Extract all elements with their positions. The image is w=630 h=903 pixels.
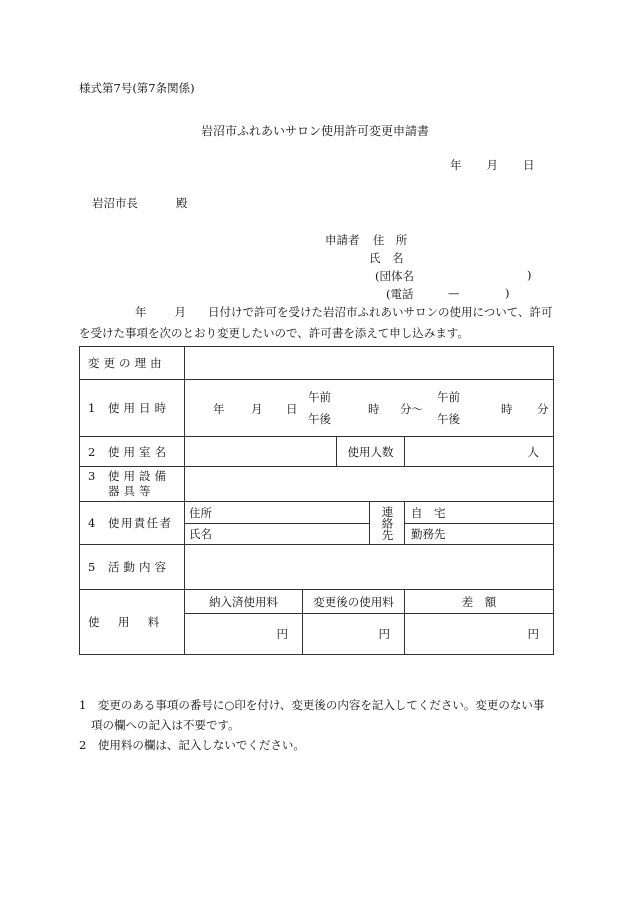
row-room [80,437,554,467]
fee-paid-field[interactable] [185,614,303,655]
addressee [92,195,188,211]
applicant-group-line [375,268,414,284]
honorific: 殿 [176,196,188,210]
room-num: 2 [88,444,96,459]
fee-paid-label: 納入済使用料 [185,590,303,614]
contact-label: 連絡先 [370,502,405,545]
phone-close: ) [505,286,510,300]
note-1-text: 変更のある事項の番号に○印を付け、変更後の内容を記入してください。変更のない事 [97,698,545,712]
note-1 [79,695,553,715]
activity-field[interactable] [185,545,554,590]
date-time-num: 1 [88,401,96,415]
dt-month: 月 [251,402,263,416]
fee-after-label: 変更後の使用料 [303,590,405,614]
note-1-continued: 項の欄への記入は不要です。 [91,718,240,732]
dt-minute-from: 分〜 [400,402,423,416]
phone-label: (電話 [386,287,414,301]
date-month-label: 月 [486,158,498,172]
responsible-address[interactable] [185,502,370,524]
dt-hour-2: 時 [501,402,513,416]
fee-label: 使用料 [88,615,178,629]
row-activity [80,545,554,590]
intro-year: 年 [135,305,147,319]
dt-am-2: 午前 [437,390,460,404]
phone-dash: — [448,286,460,300]
note-2-num: 2 [79,738,87,752]
applicant-label: 申請者 [325,233,360,247]
yen-2: 円 [378,627,390,641]
work-phone[interactable] [405,524,554,545]
activity-num: 5 [88,560,96,574]
people-field[interactable] [405,437,554,467]
fee-label-cell [80,590,185,655]
fee-diff-field[interactable] [405,614,554,655]
applicant-address-label: 住 所 [372,233,408,247]
row-date-time [80,380,554,437]
date-time-text: 使用日時 [108,401,171,415]
applicant-name-label: 氏 名 [369,251,404,265]
responsible-name[interactable] [185,524,370,545]
activity-text: 活動内容 [108,560,171,574]
document-title: 岩沼市ふれあいサロン使用許可変更申請書 [200,124,429,138]
home-label: 自 宅 [411,505,446,520]
room-text: 使用室名 [108,444,171,459]
dt-hour-1: 時 [368,402,380,416]
equipment-text-2: 器具等 [108,484,155,498]
note-1-num: 1 [79,698,87,712]
dt-pm-2: 午後 [437,412,460,426]
dt-year: 年 [213,402,225,416]
responsible-name-label: 氏名 [189,527,212,541]
home-phone[interactable] [405,502,554,524]
note-2 [79,735,553,755]
addressee-name: 岩沼市長 [92,196,138,210]
applicant-address-line [325,232,407,248]
date-year-label: 年 [450,158,462,172]
activity-label [80,545,185,590]
intro-paragraph [79,302,553,344]
row-equipment [80,467,554,502]
people-unit: 人 [527,444,540,459]
equipment-field[interactable] [185,467,554,502]
group-label: (団体名 [375,269,414,283]
equipment-text-1: 使用設備 [108,469,171,483]
row-responsible-1 [80,502,554,524]
reason-field[interactable] [185,347,554,380]
date-time-label [80,380,185,437]
notes [79,695,553,755]
dt-am-1: 午前 [308,390,331,404]
equipment-num: 3 [88,469,96,483]
date-time-field[interactable] [185,380,554,437]
change-application-table [79,346,554,655]
equipment-label [80,467,185,502]
dt-day: 日 [286,402,298,416]
group-close: ) [527,268,532,282]
responsible-label [80,502,185,545]
responsible-text: 使用責任者 [108,516,173,530]
intro-text: 日付けで許可を受けた岩沼市ふれあいサロンの使用について、許可を受けた事項を次のとおり変更したいので、許可書を添えて申し込みます。 [79,305,553,340]
work-label: 勤務先 [411,527,446,541]
dt-minute: 分 [537,402,549,416]
responsible-address-label: 住所 [189,505,212,520]
note-2-text: 使用料の欄は、記入しないでください。 [97,738,305,752]
reason-label: 変更の理由 [80,347,185,380]
date-line [450,157,535,173]
fee-diff-label: 差 額 [405,590,554,614]
form-number: 様式第7号(第7条関係) [79,81,195,95]
date-day-label: 日 [523,158,535,172]
fee-after-field[interactable] [303,614,405,655]
room-label [80,437,185,467]
row-reason [80,347,554,380]
people-label: 使用人数 [337,437,405,467]
yen-1: 円 [276,627,288,641]
room-field[interactable] [185,437,337,467]
row-fee-header [80,590,554,614]
responsible-num: 4 [88,516,96,530]
dt-pm-1: 午後 [308,412,331,426]
intro-month: 月 [174,305,186,319]
yen-3: 円 [527,627,540,641]
